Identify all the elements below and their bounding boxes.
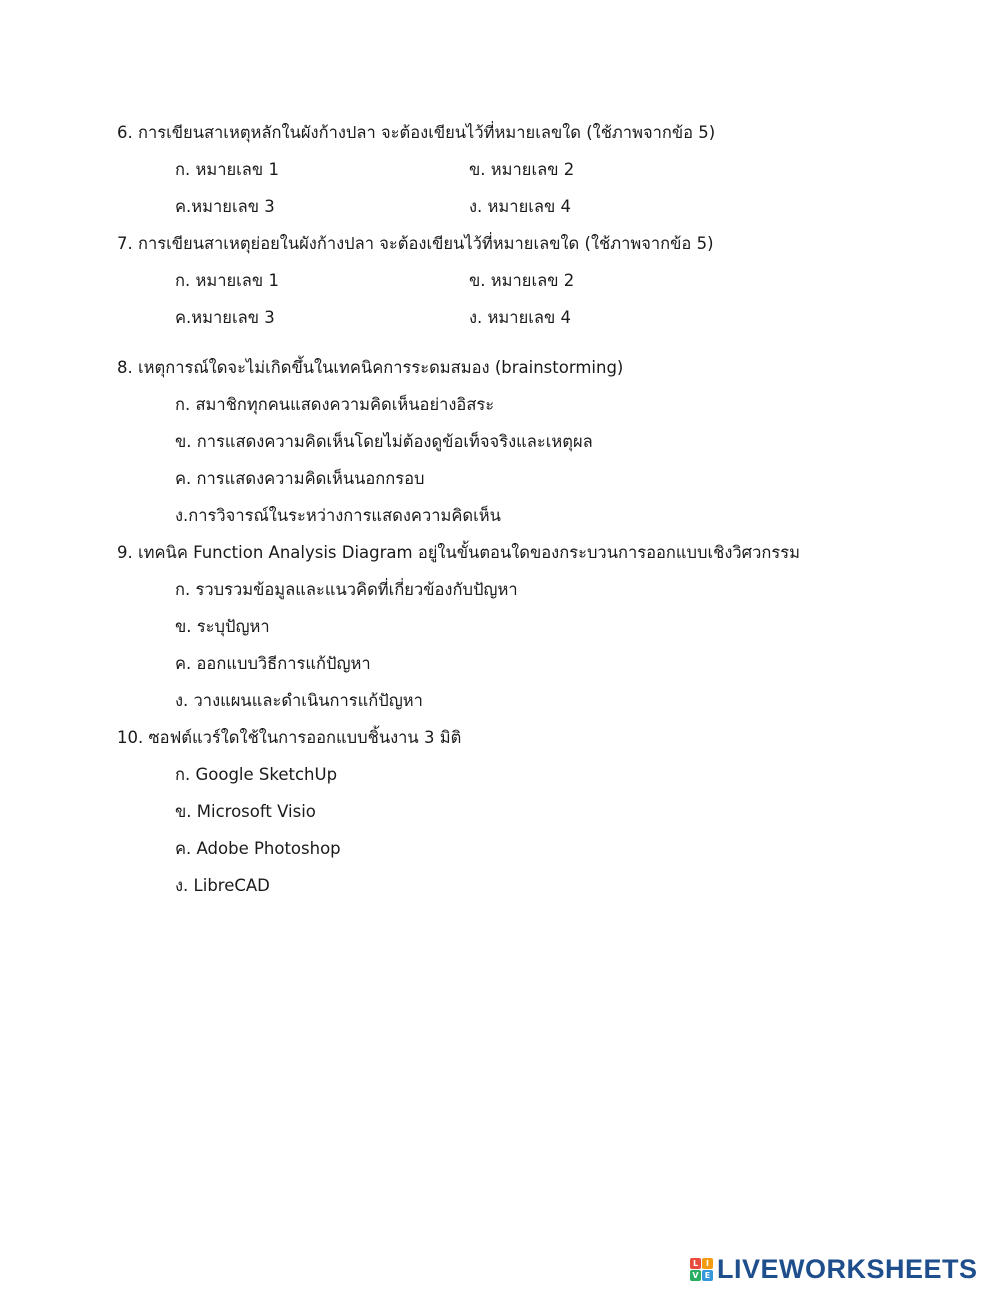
logo-mark-cell-i: I: [702, 1258, 713, 1269]
question-10-text: 10. ซอฟต์แวร์ใดใช้ในการออกแบบชิ้นงาน 3 มิติ: [117, 728, 462, 747]
question-6-option-b[interactable]: ข. หมายเลข 2: [469, 160, 575, 179]
question-6-option-d[interactable]: ง. หมายเลข 4: [469, 197, 572, 216]
question-10-option-c[interactable]: ค. Adobe Photoshop: [175, 839, 341, 858]
question-6-option-a[interactable]: ก. หมายเลข 1: [175, 160, 279, 179]
question-10-option-b[interactable]: ข. Microsoft Visio: [175, 802, 316, 821]
question-8-option-b[interactable]: ข. การแสดงความคิดเห็นโดยไม่ต้องดูข้อเท็จจริงและเหตุผล: [175, 432, 593, 451]
question-7-option-c[interactable]: ค.หมายเลข 3: [175, 308, 275, 327]
logo-text: LIVEWORKSHEETS: [717, 1253, 978, 1284]
liveworksheets-logo: [690, 1252, 978, 1286]
question-10-option-d[interactable]: ง. LibreCAD: [175, 876, 270, 895]
question-7-option-d[interactable]: ง. หมายเลข 4: [469, 308, 572, 327]
question-8-option-d[interactable]: ง.การวิจารณ์ในระหว่างการแสดงความคิดเห็น: [175, 506, 501, 525]
question-9-option-d[interactable]: ง. วางแผนและดำเนินการแก้ปัญหา: [175, 691, 423, 710]
logo-mark-icon: [690, 1258, 713, 1281]
question-8-option-a[interactable]: ก. สมาชิกทุกคนแสดงความคิดเห็นอย่างอิสระ: [175, 395, 495, 414]
question-9-option-a[interactable]: ก. รวบรวมข้อมูลและแนวคิดที่เกี่ยวข้องกับปัญหา: [175, 580, 518, 599]
question-7-option-a[interactable]: ก. หมายเลข 1: [175, 271, 279, 290]
logo-mark-cell-e: E: [702, 1270, 713, 1281]
question-6-text: 6. การเขียนสาเหตุหลักในผังก้างปลา จะต้องเขียนไว้ที่หมายเลขใด (ใช้ภาพจากข้อ 5): [117, 123, 716, 142]
question-10-option-a[interactable]: ก. Google SketchUp: [175, 765, 338, 784]
question-9-option-c[interactable]: ค. ออกแบบวิธีการแก้ปัญหา: [175, 654, 371, 673]
question-7-text: 7. การเขียนสาเหตุย่อยในผังก้างปลา จะต้องเขียนไว้ที่หมายเลขใด (ใช้ภาพจากข้อ 5): [117, 234, 714, 253]
question-9-text: 9. เทคนิค Function Analysis Diagram อยู่ในขั้นตอนใดของกระบวนการออกแบบเชิงวิศวกรรม: [117, 543, 800, 562]
question-8-option-c[interactable]: ค. การแสดงความคิดเห็นนอกกรอบ: [175, 469, 425, 488]
question-7-option-b[interactable]: ข. หมายเลข 2: [469, 271, 575, 290]
question-6-option-c[interactable]: ค.หมายเลข 3: [175, 197, 275, 216]
question-8-text: 8. เหตุการณ์ใดจะไม่เกิดขึ้นในเทคนิคการระดมสมอง (brainstorming): [117, 358, 624, 377]
question-9-option-b[interactable]: ข. ระบุปัญหา: [175, 617, 270, 636]
logo-mark-cell-l: L: [690, 1258, 701, 1269]
logo-mark-cell-v: V: [690, 1270, 701, 1281]
